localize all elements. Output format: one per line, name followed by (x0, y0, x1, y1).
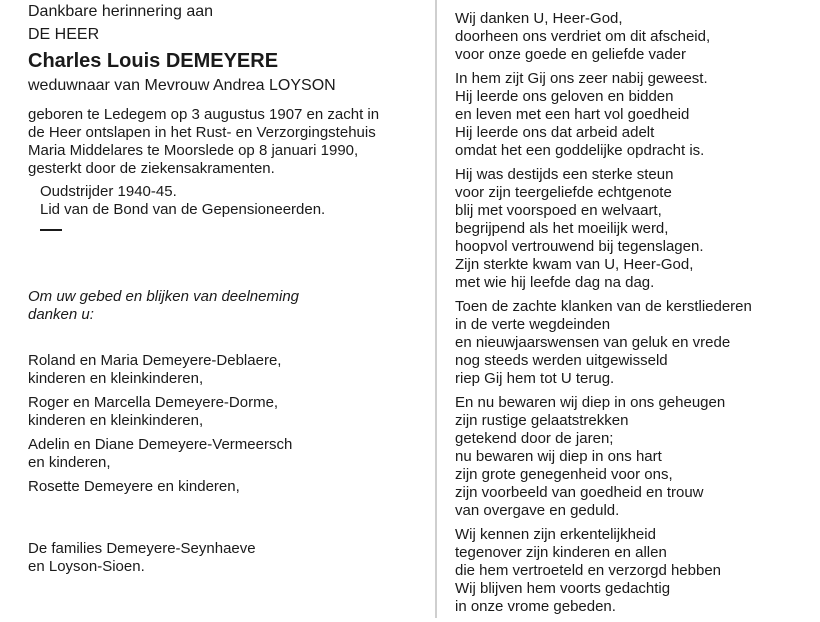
poem-line: in de verte wegdeinden (455, 316, 611, 333)
poem-line: Hij was destijds een sterke steun (455, 166, 674, 183)
family-entry (28, 436, 428, 472)
poem-line: Hij leerde ons geloven en bidden (455, 88, 674, 105)
family-entry (28, 394, 428, 430)
biography (28, 106, 428, 178)
poem-line: zijn rustige gelaatstrekken (455, 412, 629, 429)
bio-line: Maria Middelares te Moorslede op 8 januari 1990, (28, 142, 359, 159)
families-line: De families Demeyere-Seynhaeve (28, 540, 256, 557)
poem-line: nu bewaren wij diep in ons hart (455, 448, 662, 465)
bio-line: de Heer ontslapen in het Rust- en Verzorgingstehuis (28, 124, 376, 141)
poem-line: voor onze goede en geliefde vader (455, 46, 687, 63)
poem-stanza (455, 394, 815, 520)
card-fold-divider (435, 0, 437, 618)
honor-line: Oudstrijder 1940-45. (40, 183, 177, 200)
poem-line: Wij blijven hem voorts gedachtig (455, 580, 671, 597)
right-panel-poem (455, 10, 815, 622)
poem-line: Toen de zachte klanken van de kerstliederen (455, 298, 752, 315)
family-line: en kinderen, (28, 454, 111, 471)
poem-line: en nieuwjaarswensen van geluk en vrede (455, 334, 731, 351)
left-panel (28, 0, 428, 576)
family-entry (28, 352, 428, 388)
poem-line: hoopvol vertrouwend bij tegenslagen. (455, 238, 704, 255)
poem-line: van overgave en geduld. (455, 502, 620, 519)
poem-line: En nu bewaren wij diep in ons geheugen (455, 394, 726, 411)
family-list (28, 352, 428, 496)
poem-line: begrijpend als het moeilijk werd, (455, 220, 669, 237)
prayer-request (28, 288, 428, 324)
honorific: DE HEER (28, 26, 100, 43)
family-line: Rosette Demeyere en kinderen, (28, 478, 240, 495)
intro-text: Dankbare herinnering aan (28, 3, 214, 20)
poem-line: in onze vrome gebeden. (455, 598, 616, 615)
bio-line: gesterkt door de ziekensakramenten. (28, 160, 275, 177)
poem-stanza (455, 298, 815, 388)
family-line: kinderen en kleinkinderen, (28, 412, 204, 429)
family-entry (28, 478, 428, 496)
poem-line: zijn voorbeeld van goedheid en trouw (455, 484, 704, 501)
widower-line: weduwnaar van Mevrouw Andrea LOYSON (28, 77, 336, 94)
prayer-line: danken u: (28, 306, 94, 323)
poem-line: zijn grote genegenheid voor ons, (455, 466, 673, 483)
prayer-line: Om uw gebed en blijken van deelneming (28, 288, 300, 305)
bio-line: geboren te Ledegem op 3 augustus 1907 en zacht in (28, 106, 380, 123)
poem-line: voor zijn teergeliefde echtgenote (455, 184, 672, 201)
extended-families (28, 540, 428, 576)
poem-line: blij met voorspoed en welvaart, (455, 202, 662, 219)
poem-line: en leven met een hart vol goedheid (455, 106, 690, 123)
poem-line: met wie hij leefde dag na dag. (455, 274, 655, 291)
family-line: Roger en Marcella Demeyere-Dorme, (28, 394, 279, 411)
honors (28, 183, 428, 219)
family-line: kinderen en kleinkinderen, (28, 370, 204, 387)
family-line: Roland en Maria Demeyere-Deblaere, (28, 352, 282, 369)
poem-line: nog steeds werden uitgewisseld (455, 352, 668, 369)
poem-line: In hem zijt Gij ons zeer nabij geweest. (455, 70, 708, 87)
poem-line: riep Gij hem tot U terug. (455, 370, 615, 387)
poem-line: Wij kennen zijn erkentelijkheid (455, 526, 656, 543)
families-line: en Loyson-Sioen. (28, 558, 145, 575)
poem-line: omdat het een goddelijke opdracht is. (455, 142, 705, 159)
poem-stanza (455, 526, 815, 616)
poem-line: Wij danken U, Heer-God, (455, 10, 623, 27)
poem-line: Hij leerde ons dat arbeid adelt (455, 124, 655, 141)
poem-line: tegenover zijn kinderen en allen (455, 544, 667, 561)
poem-line: die hem vertroeteld en verzorgd hebben (455, 562, 722, 579)
poem-stanza (455, 166, 815, 292)
honor-line: Lid van de Bond van de Gepensioneerden. (40, 201, 326, 218)
poem-line: Zijn sterkte kwam van U, Heer-God, (455, 256, 694, 273)
poem-line: getekend door de jaren; (455, 430, 614, 447)
family-line: Adelin en Diane Demeyere-Vermeersch (28, 436, 293, 453)
deceased-name: Charles Louis DEMEYERE (28, 50, 279, 72)
poem-stanza (455, 70, 815, 160)
poem-line: doorheen ons verdriet om dit afscheid, (455, 28, 711, 45)
poem-stanza (455, 10, 815, 64)
